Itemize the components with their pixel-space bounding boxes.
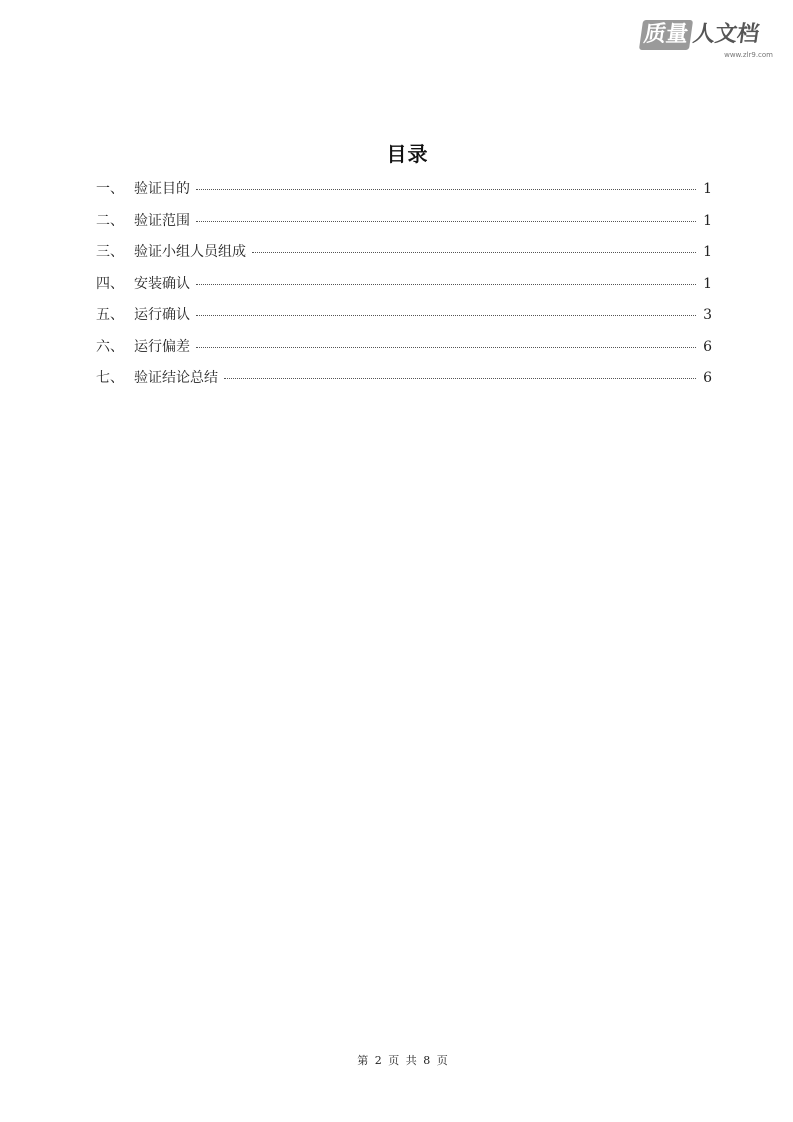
toc-entry-label: 运行偏差 [134,338,190,355]
toc-entry-page: 6 [703,370,712,386]
toc-entry-page: 1 [703,181,712,197]
toc-dot-leader [196,315,696,316]
toc-dot-leader [196,284,696,285]
toc-entry-number: 三、 [96,244,124,260]
toc-entry-label: 验证范围 [134,212,190,229]
toc-entry[interactable] [96,336,712,368]
watermark-brand [641,20,781,50]
toc-dot-leader [196,221,696,222]
toc-entry-label: 安装确认 [134,275,190,292]
toc-dot-leader [196,189,696,190]
toc-entry-page: 6 [703,338,712,355]
toc-entry-label: 验证目的 [134,181,190,197]
toc-entry[interactable] [96,304,712,336]
toc-entry[interactable] [96,241,712,273]
watermark-brand-right: 人文档 [691,22,761,47]
toc-entry-number: 七、 [96,370,124,386]
table-of-contents [96,178,712,399]
toc-dot-leader [252,252,696,253]
watermark-url: www.zlr9.com [724,51,773,59]
toc-entry[interactable] [96,210,712,242]
watermark-logo [641,20,781,62]
toc-entry[interactable] [96,367,712,399]
watermark-brand-left: 质量 [639,20,693,50]
toc-entry-page: 3 [703,307,712,323]
toc-entry-label: 运行确认 [134,307,190,323]
toc-dot-leader [196,347,696,348]
toc-entry-page: 1 [703,244,712,260]
toc-entry[interactable] [96,273,712,305]
page-footer: 第 2 页 共 8 页 [357,1054,448,1067]
toc-entry-label: 验证结论总结 [134,370,218,386]
toc-entry-label: 验证小组人员组成 [134,244,246,260]
toc-title: 目录 [386,142,429,166]
toc-entry-number: 四、 [96,275,124,292]
toc-entry[interactable] [96,178,712,210]
toc-entry-page: 1 [703,275,712,292]
toc-entry-number: 二、 [96,212,124,229]
toc-entry-page: 1 [703,212,712,229]
toc-dot-leader [224,378,696,379]
toc-entry-number: 一、 [96,181,124,197]
toc-entry-number: 五、 [96,307,124,323]
toc-entry-number: 六、 [96,338,124,355]
